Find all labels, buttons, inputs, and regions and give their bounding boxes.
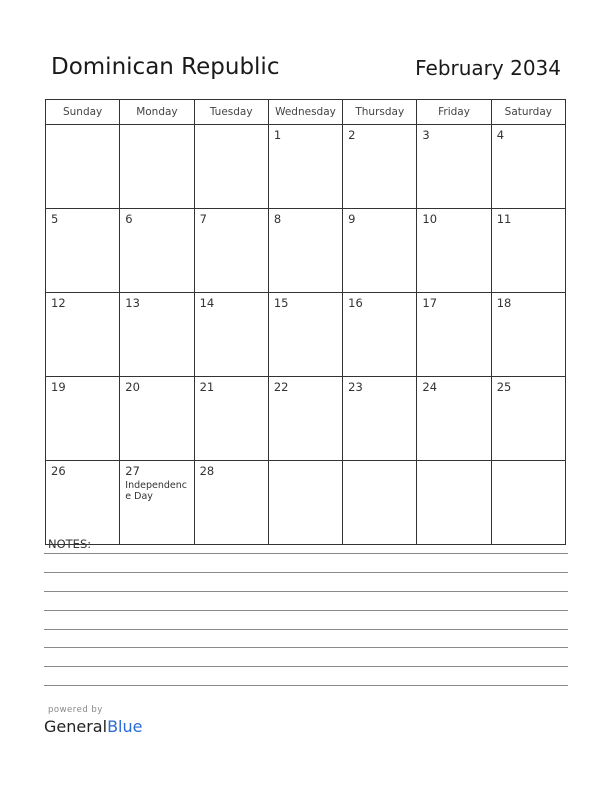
weekday-header-row <box>46 100 566 125</box>
weekday-header-sunday: Sunday <box>46 100 120 125</box>
day-cell <box>491 461 565 545</box>
day-cell <box>491 293 565 377</box>
day-number: 12 <box>51 296 66 310</box>
notes-line <box>44 553 568 554</box>
notes-label: NOTES: <box>48 537 92 551</box>
day-cell <box>491 125 565 209</box>
day-number: 16 <box>348 296 363 310</box>
day-cell <box>343 377 417 461</box>
week-row <box>46 461 566 545</box>
day-number: 23 <box>348 380 363 394</box>
day-cell <box>343 293 417 377</box>
day-cell <box>46 209 120 293</box>
day-cell <box>120 293 194 377</box>
day-cell <box>343 125 417 209</box>
day-cell <box>343 209 417 293</box>
day-number: 28 <box>199 464 215 478</box>
brand-general: General <box>44 717 108 736</box>
notes-line <box>44 666 568 667</box>
day-cell <box>491 209 565 293</box>
calendar-grid <box>45 99 566 545</box>
day-cell <box>120 125 194 209</box>
day-number: 27 <box>125 464 140 478</box>
day-number: 10 <box>422 212 438 226</box>
weekday-header-saturday: Saturday <box>491 100 565 125</box>
day-number: 13 <box>125 296 140 310</box>
day-cell <box>268 461 342 545</box>
day-number: 25 <box>496 380 512 394</box>
day-cell <box>46 377 120 461</box>
day-cell <box>120 377 194 461</box>
notes-line <box>44 647 568 648</box>
day-number: 6 <box>125 212 133 226</box>
day-cell <box>194 293 268 377</box>
notes-line <box>44 685 568 686</box>
day-number: 21 <box>199 380 215 394</box>
day-cell <box>417 125 491 209</box>
day-number: 14 <box>199 296 215 310</box>
day-number: 5 <box>51 212 59 226</box>
notes-line <box>44 610 568 611</box>
generalblue-logo <box>44 717 142 736</box>
day-number: 20 <box>125 380 140 394</box>
day-number: 8 <box>273 212 282 226</box>
day-cell <box>120 461 194 545</box>
powered-by-text: powered by <box>48 705 103 715</box>
week-row <box>46 125 566 209</box>
holiday-label: Independence Day <box>125 480 187 502</box>
day-number: 4 <box>496 128 505 142</box>
day-number: 19 <box>51 380 66 394</box>
day-cell <box>46 125 120 209</box>
day-number: 2 <box>348 128 356 142</box>
brand-blue: Blue <box>107 717 143 736</box>
day-cell <box>417 377 491 461</box>
day-number: 3 <box>422 128 430 142</box>
weekday-header-wednesday: Wednesday <box>268 100 342 125</box>
day-number: 15 <box>273 296 289 310</box>
day-number: 26 <box>51 464 66 478</box>
notes-line <box>44 629 568 630</box>
day-cell <box>194 377 268 461</box>
day-cell <box>343 461 417 545</box>
day-cell <box>194 125 268 209</box>
day-cell <box>268 377 342 461</box>
day-cell <box>268 209 342 293</box>
day-cell <box>268 125 342 209</box>
week-row <box>46 377 566 461</box>
weekday-header-monday: Monday <box>120 100 194 125</box>
weekday-header-tuesday: Tuesday <box>194 100 268 125</box>
day-number: 11 <box>496 212 512 226</box>
day-number: 7 <box>199 212 207 226</box>
day-cell <box>268 293 342 377</box>
day-cell <box>194 461 268 545</box>
day-cell <box>46 293 120 377</box>
day-cell <box>417 293 491 377</box>
notes-line <box>44 591 568 592</box>
day-cell <box>417 209 491 293</box>
day-number: 9 <box>348 212 356 226</box>
country-title: Dominican Republic <box>51 54 280 80</box>
day-cell <box>194 209 268 293</box>
day-cell <box>491 377 565 461</box>
week-row <box>46 293 566 377</box>
day-number: 22 <box>273 380 289 394</box>
day-number: 17 <box>422 296 438 310</box>
month-title: February 2034 <box>415 56 561 80</box>
day-cell <box>417 461 491 545</box>
day-number: 1 <box>273 128 282 142</box>
notes-line <box>44 572 568 573</box>
week-row <box>46 209 566 293</box>
weekday-header-thursday: Thursday <box>343 100 417 125</box>
day-cell <box>46 461 120 545</box>
day-cell <box>120 209 194 293</box>
day-number: 18 <box>496 296 512 310</box>
day-number: 24 <box>422 380 438 394</box>
weekday-header-friday: Friday <box>417 100 491 125</box>
